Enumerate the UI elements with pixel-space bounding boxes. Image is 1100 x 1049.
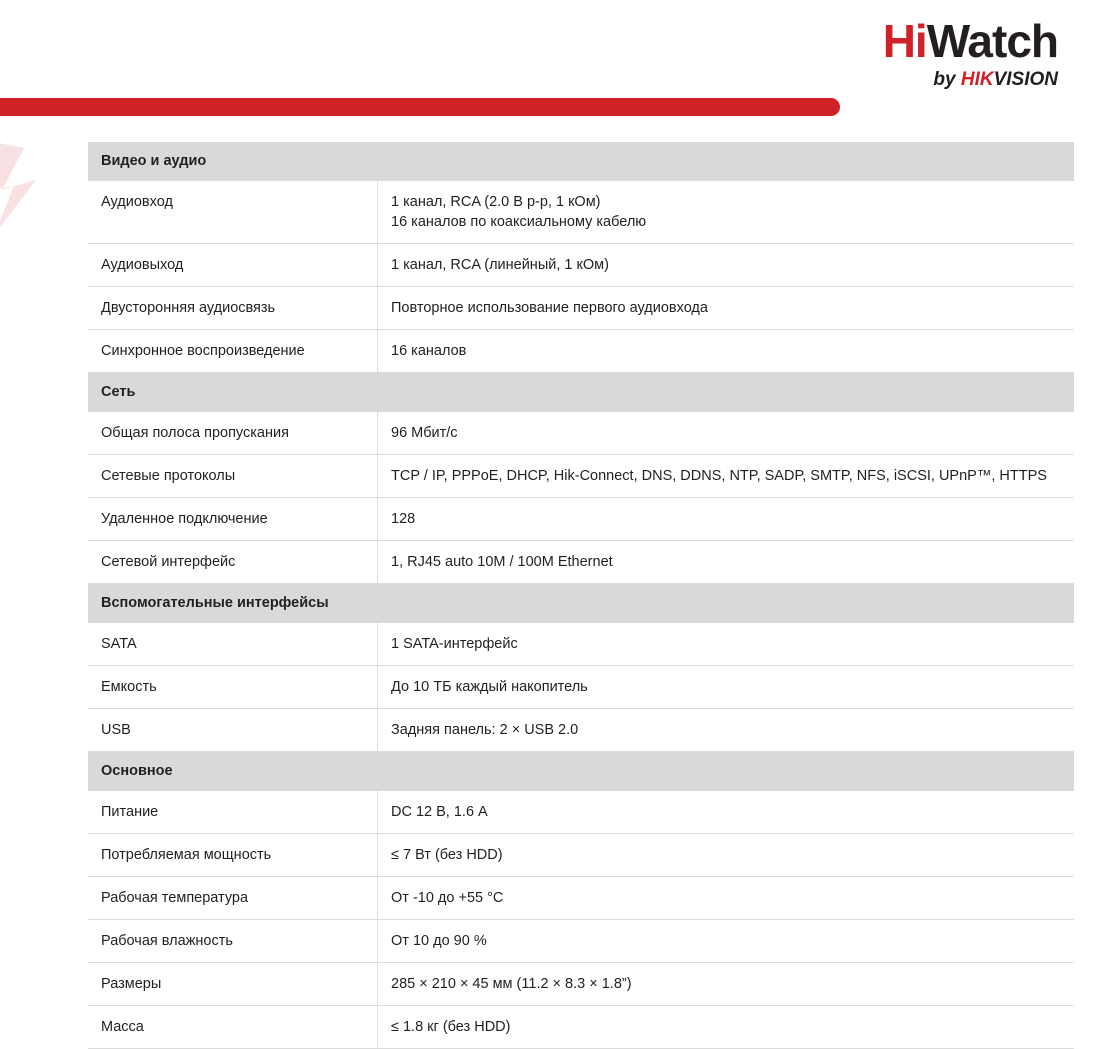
- logo-hik-text: HIK: [960, 69, 994, 90]
- table-row: [88, 1006, 1074, 1049]
- row-label: Аудиовыход: [88, 244, 378, 287]
- row-value: DC 12 В, 1.6 А: [378, 791, 1075, 834]
- row-value: [378, 181, 1075, 244]
- row-value: ≤ 1.8 кг (без HDD): [378, 1006, 1075, 1049]
- header-accent-bar: [0, 98, 840, 116]
- row-label: Двусторонняя аудиосвязь: [88, 287, 378, 330]
- row-value: 1 канал, RCA (линейный, 1 кОм): [378, 244, 1075, 287]
- logo-hi-text: Hi: [882, 15, 927, 67]
- row-value: ≤ 7 Вт (без HDD): [378, 834, 1075, 877]
- brand-logo: [882, 15, 1058, 90]
- row-label: Масса: [88, 1006, 378, 1049]
- logo-subtitle: [883, 70, 1058, 89]
- row-label: Сетевые протоколы: [88, 455, 378, 498]
- specification-table: [88, 142, 1074, 1049]
- row-value: От -10 до +55 °C: [378, 877, 1075, 920]
- row-label: Потребляемая мощность: [88, 834, 378, 877]
- table-row: [88, 330, 1074, 373]
- table-row: [88, 455, 1074, 498]
- table-section-header: [88, 142, 1074, 181]
- row-value: 1, RJ45 auto 10M / 100M Ethernet: [378, 541, 1075, 584]
- section-title: Вспомогательные интерфейсы: [88, 584, 1074, 623]
- table-row: [88, 541, 1074, 584]
- row-label: Общая полоса пропускания: [88, 412, 378, 455]
- row-label: Размеры: [88, 963, 378, 1006]
- row-value-line-2: 16 каналов по коаксиальному кабелю: [391, 214, 647, 230]
- row-label: Удаленное подключение: [88, 498, 378, 541]
- row-value: 285 × 210 × 45 мм (11.2 × 8.3 × 1.8”): [378, 963, 1075, 1006]
- row-label: Емкость: [88, 666, 378, 709]
- table-row: [88, 666, 1074, 709]
- row-value: От 10 до 90 %: [378, 920, 1075, 963]
- row-label: USB: [88, 709, 378, 752]
- row-value: Повторное использование первого аудиовхода: [378, 287, 1075, 330]
- row-value: 16 каналов: [378, 330, 1075, 373]
- table-section-header: [88, 584, 1074, 623]
- table-row: [88, 963, 1074, 1006]
- row-value: 96 Мбит/с: [378, 412, 1075, 455]
- table-row: [88, 181, 1074, 244]
- section-title: Сеть: [88, 373, 1074, 412]
- table-row: [88, 834, 1074, 877]
- row-value: До 10 ТБ каждый накопитель: [378, 666, 1075, 709]
- row-value: 128: [378, 498, 1075, 541]
- row-value: TCP / IP, PPPoE, DHCP, Hik-Connect, DNS, DDNS, NTP, SADP, SMTP, NFS, iSCSI, UPnP™, HTTPS: [378, 455, 1075, 498]
- row-label: Питание: [88, 791, 378, 834]
- logo-by-text: by: [933, 69, 961, 90]
- watermark-graphic: [0, 140, 54, 235]
- table-row: [88, 412, 1074, 455]
- logo-vision-text: VISION: [993, 69, 1058, 90]
- table-row: [88, 287, 1074, 330]
- row-label: Сетевой интерфейс: [88, 541, 378, 584]
- row-label: Рабочая температура: [88, 877, 378, 920]
- table-row: [88, 244, 1074, 287]
- section-title: Видео и аудио: [88, 142, 1074, 181]
- table-section-header: [88, 373, 1074, 412]
- row-value-line-1: 1 канал, RCA (2.0 В p-p, 1 кОм): [391, 194, 601, 210]
- table-row: [88, 920, 1074, 963]
- row-label: SATA: [88, 623, 378, 666]
- table-section-header: [88, 752, 1074, 791]
- table-row: [88, 623, 1074, 666]
- row-value: Задняя панель: 2 × USB 2.0: [378, 709, 1075, 752]
- table-row: [88, 709, 1074, 752]
- logo-wordmark: [882, 15, 1058, 67]
- logo-watch-text: Watch: [926, 15, 1058, 67]
- row-label: Аудиовход: [88, 181, 378, 244]
- row-value: 1 SATA-интерфейс: [378, 623, 1075, 666]
- section-title: Основное: [88, 752, 1074, 791]
- table-row: [88, 791, 1074, 834]
- page-header: [0, 0, 1100, 122]
- specification-table-body: [88, 142, 1074, 1049]
- table-row: [88, 877, 1074, 920]
- row-label: Рабочая влажность: [88, 920, 378, 963]
- row-label: Синхронное воспроизведение: [88, 330, 378, 373]
- table-row: [88, 498, 1074, 541]
